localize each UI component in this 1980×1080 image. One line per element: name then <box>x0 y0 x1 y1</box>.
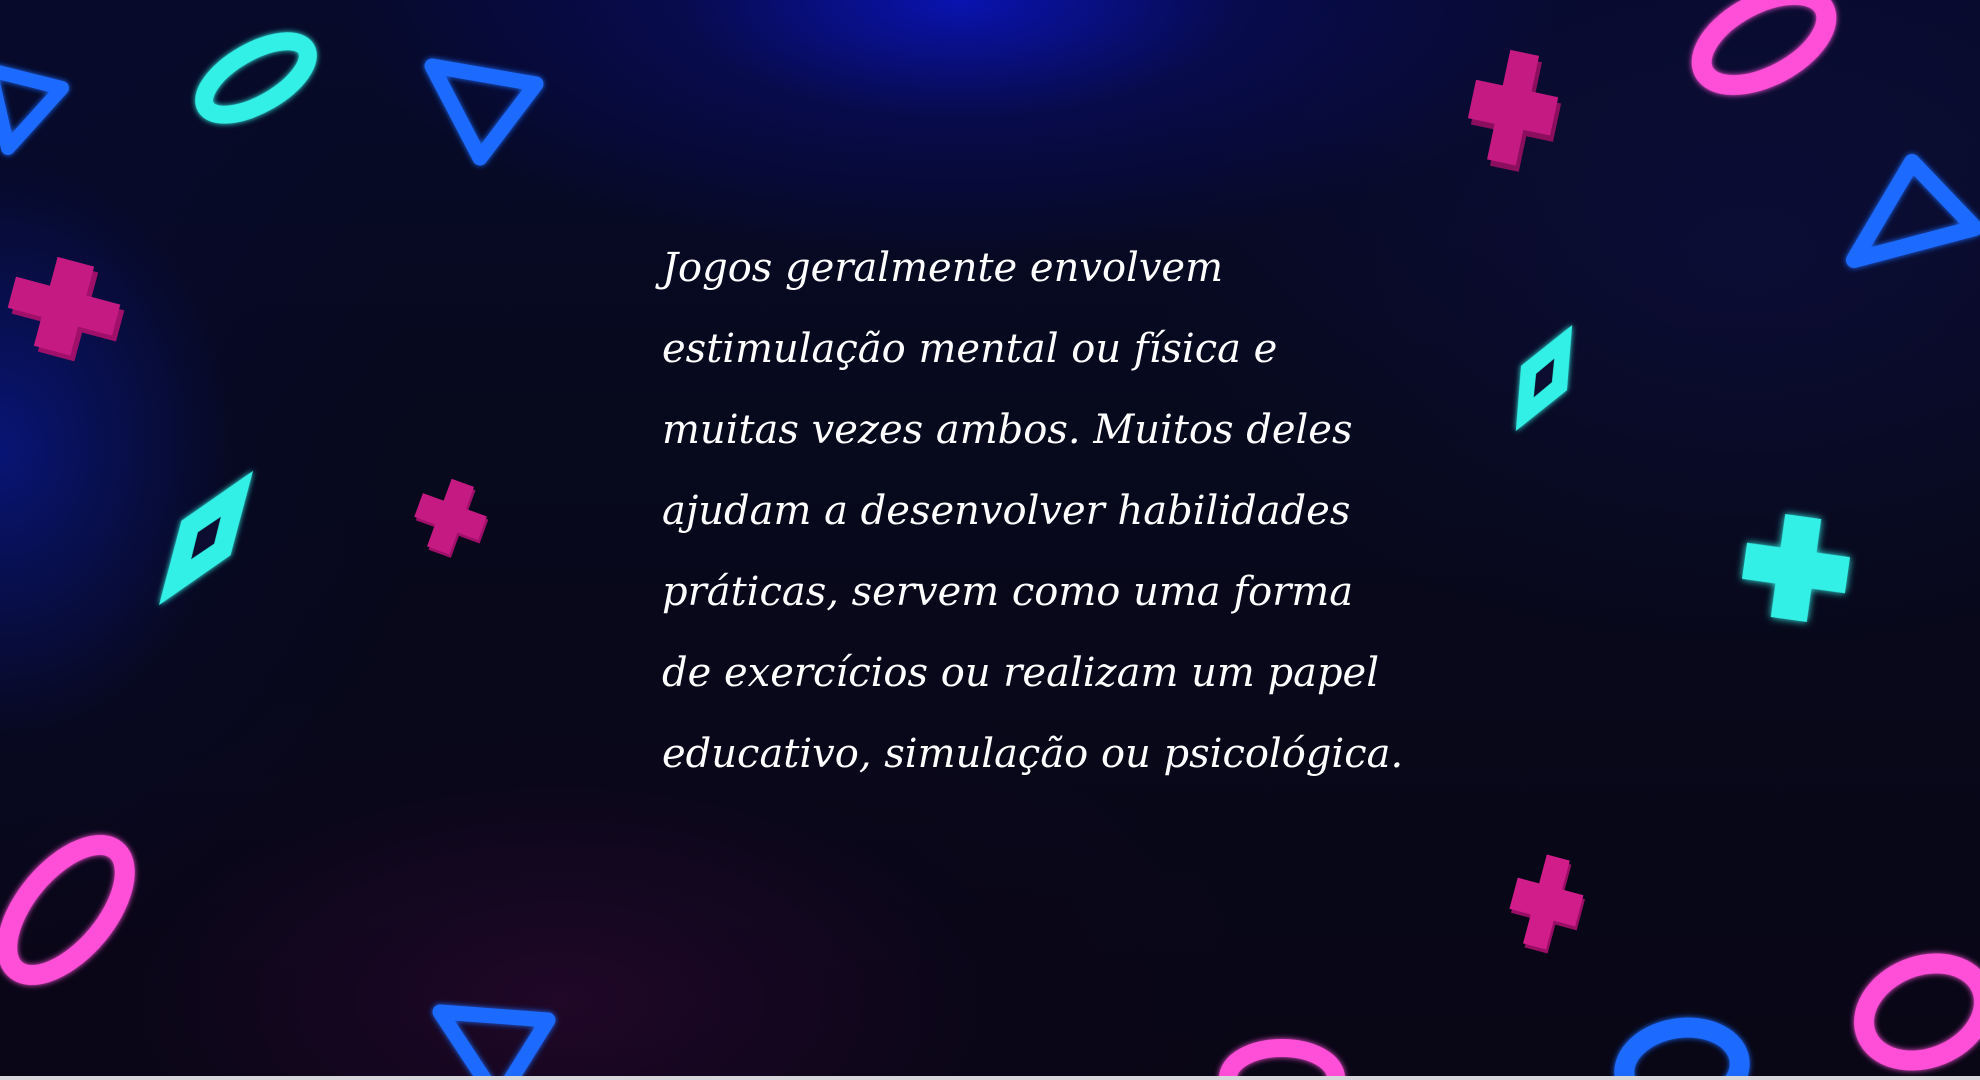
body-text <box>662 228 1422 795</box>
text-line: de exercícios ou realizam um papel <box>662 650 1380 696</box>
ring-icon <box>1687 0 1841 104</box>
cross-icon <box>1459 44 1570 177</box>
cross-icon <box>0 248 133 371</box>
text-line: estimulação mental ou física e <box>662 326 1278 372</box>
ring-icon <box>193 26 319 129</box>
text-line: Jogos geralmente envolvem <box>662 245 1224 291</box>
text-line: ajudam a desenvolver habilidades <box>662 488 1351 534</box>
cross-icon <box>1737 509 1854 626</box>
text-line: muitas vezes ambos. Muitos deles <box>662 407 1353 453</box>
ring-icon <box>1619 1020 1745 1080</box>
triangle-icon <box>0 70 62 148</box>
bottom-border <box>0 1076 1980 1080</box>
diamond-icon <box>1493 313 1595 443</box>
text-line: educativo, simulação ou psicológica. <box>662 731 1404 777</box>
triangle-icon <box>440 1012 548 1080</box>
cross-icon <box>405 471 497 565</box>
cross-icon <box>1501 849 1594 959</box>
diamond-icon <box>134 454 277 623</box>
text-line: práticas, servem como uma forma <box>662 569 1354 615</box>
triangle-icon <box>432 66 536 158</box>
ring-icon <box>0 825 147 996</box>
ring-icon <box>1849 946 1980 1078</box>
triangle-icon <box>1854 162 1975 260</box>
